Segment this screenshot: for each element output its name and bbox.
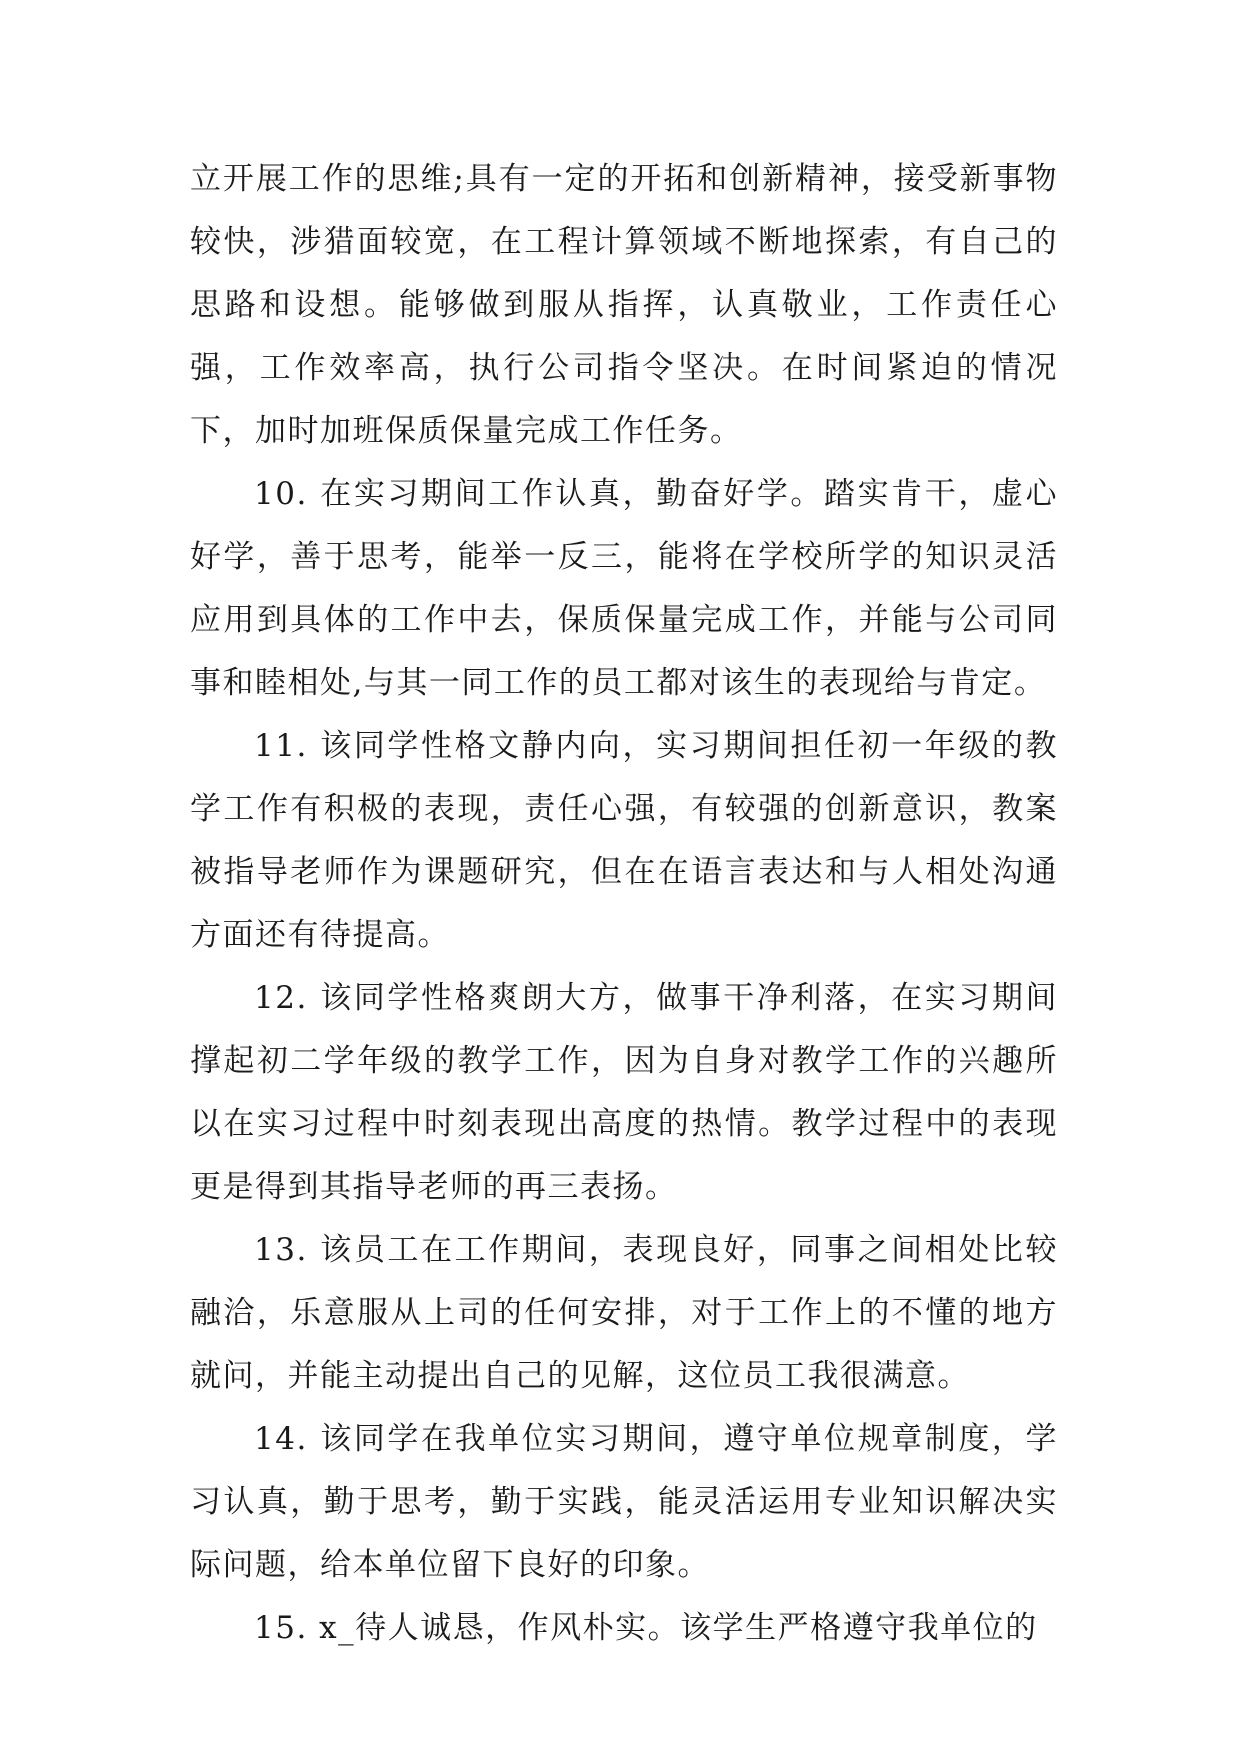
- paragraph-item-12: 12. 该同学性格爽朗大方，做事干净利落，在实习期间撑起初二学年级的教学工作，因为自身对教学工作的兴趣所以在实习过程中时刻表现出高度的热情。教学过程中的表现更是得到其指导老师的再三表扬。: [190, 980, 1058, 1205]
- paragraph-item-13: 13. 该员工在工作期间，表现良好，同事之间相处比较融洽，乐意服从上司的任何安排，对于工作上的不懂的地方就问，并能主动提出自己的见解，这位员工我很满意。: [190, 1232, 1058, 1394]
- paragraph-item-15: 15. x_待人诚恳，作风朴实。该学生严格遵守我单位的: [254, 1610, 1038, 1646]
- paragraph-continuation: 立开展工作的思维;具有一定的开拓和创新精神，接受新事物较快，涉猎面较宽，在工程计算领域不断地探索，有自己的思路和设想。能够做到服从指挥，认真敬业，工作责任心强，工作效率高，执行公司指令坚决。在时间紧迫的情况下，加时加班保质保量完成工作任务。: [190, 161, 1058, 449]
- document-body: [190, 148, 1058, 1660]
- paragraph-item-14: 14. 该同学在我单位实习期间，遵守单位规章制度，学习认真，勤于思考，勤于实践，能灵活运用专业知识解决实际问题，给本单位留下良好的印象。: [190, 1421, 1058, 1583]
- paragraph-item-11: 11. 该同学性格文静内向，实习期间担任初一年级的教学工作有积极的表现，责任心强，有较强的创新意识，教案被指导老师作为课题研究，但在在语言表达和与人相处沟通方面还有待提高。: [190, 728, 1058, 953]
- paragraph-item-10: 10. 在实习期间工作认真，勤奋好学。踏实肯干，虚心好学，善于思考，能举一反三，能将在学校所学的知识灵活应用到具体的工作中去，保质保量完成工作，并能与公司同事和睦相处,与其一同工作的员工都对该生的表现给与肯定。: [190, 476, 1058, 701]
